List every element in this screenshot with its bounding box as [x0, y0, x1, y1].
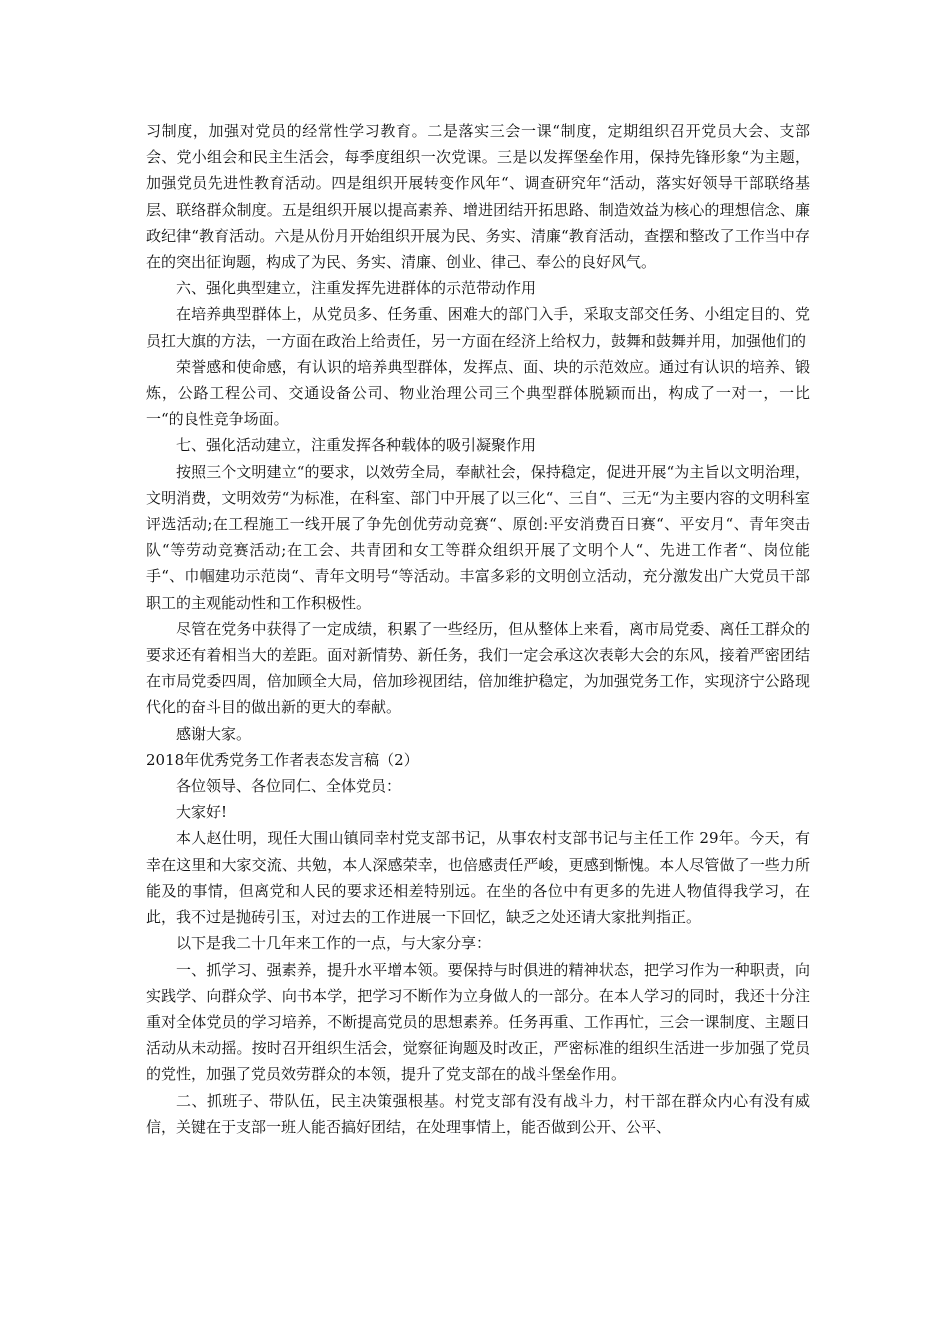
paragraph-7: 尽管在党务中获得了一定成绩，积累了一些经历，但从整体上来看，离市局党委、离任工群众的要求还有着相当大的差距。面对新情势、新任务，我们一定会承这次表彰大会的东风，接着严密团结在市局党委四周，倍加顾全大局，倍加珍视团结，倍加维护稳定，为加强党务工作，实现济宁公路现代化的奋斗目的做出新的更大的奉献。 — [146, 619, 810, 717]
salutation: 各位领导、各位同仁、全体党员： — [176, 777, 402, 796]
closing-thanks: 感谢大家。 — [176, 724, 252, 743]
document-page — [146, 118, 810, 1140]
document-subtitle: 2018年优秀党务工作者表态发言稿（2） — [146, 750, 419, 769]
paragraph-13: 以下是我二十几年来工作的一点，与大家分享： — [176, 934, 492, 953]
paragraph-4: 荣誉感和使命感，有认识的培养典型群体，发挥点、面、块的示范效应。通过有认识的培养、锻炼，公路工程公司、交通设备公司、物业治理公司三个典型群体脱颖而出，构成了一对一，一比一“的良性竞争场面。 — [146, 357, 810, 429]
paragraph-12: 本人赵仕明，现任大围山镇同幸村党支部书记，从事农村支部书记与主任工作 29年。今天，有幸在这里和大家交流、共勉，本人深感荣幸，也倍感责任严峻，更感到惭愧。本人尽管做了一些力所能及的事情，但离党和人民的要求还相差特别远。在坐的各位中有更多的先进人物值得我学习，在此，我不过是抛砖引玉，对过去的工作进展一下回忆，缺乏之处还请大家批判指正。 — [146, 829, 810, 927]
paragraph-15: 二、抓班子、带队伍，民主决策强根基。村党支部有没有战斗力，村干部在群众内心有没有威信，关键在于支部一班人能否搞好团结，在处理事情上，能否做到公开、公平、 — [146, 1091, 810, 1136]
section-heading-6: 六、强化典型建立，注重发挥先进群体的示范带动作用 — [176, 279, 537, 298]
paragraph-14: 一、抓学习、强素养，提升水平增本领。要保持与时俱进的精神状态，把学习作为一种职责，向实践学、向群众学、向书本学，把学习不断作为立身做人的一部分。在本人学习的同时，我还十分注重对全体党员的学习培养，不断提高党员的思想素养。任务再重、工作再忙，三会一课制度、主题日活动从未动摇。按时召开组织生活会，觉察征询题及时改正，严密标准的组织生活进一步加强了党员的党性，加强了党员效劳群众的本领，提升了党支部在的战斗堡垒作用。 — [146, 960, 810, 1084]
paragraph-6: 按照三个文明建立“的要求，以效劳全局，奉献社会，保持稳定，促进开展“为主旨以文明治理，文明消费，文明效劳“为标准，在科室、部门中开展了以三化“、三自“、三无“为主要内容的文明科室评选活动;在工程施工一线开展了争先创优劳动竞赛“、原创:平安消费百日赛“、平安月“、青年突击队“等劳动竞赛活动;在工会、共青团和女工等群众组织开展了文明个人“、先进工作者“、岗位能手“、巾帼建功示范岗“、青年文明号“等活动。丰富多彩的文明创立活动，充分激发出广大党员干部职工的主观能动性和工作积极性。 — [146, 462, 810, 612]
paragraph-1: 习制度，加强对党员的经常性学习教育。二是落实三会一课“制度，定期组织召开党员大会、支部会、党小组会和民主生活会，每季度组织一次党课。三是以发挥堡垒作用，保持先锋形象“为主题，加强党员先进性教育活动。四是组织开展转变作风年“、调查研究年“活动，落实好领导干部联络基层、联络群众制度。五是组织开展以提高素养、增进团结开拓思路、制造效益为核心的理想信念、廉政纪律“教育活动。六是从份月开始组织开展为民、务实、清廉“教育活动，查摆和整改了工作当中存在的突出征询题，构成了为民、务实、清廉、创业、律己、奉公的良好风气。 — [146, 122, 810, 272]
paragraph-3: 在培养典型群体上，从党员多、任务重、困难大的部门入手，采取支部交任务、小组定目的、党员扛大旗的方法，一方面在政治上给责任，另一方面在经济上给权力，鼓舞和鼓舞并用，加强他们的 — [146, 305, 810, 350]
section-heading-7: 七、强化活动建立，注重发挥各种载体的吸引凝聚作用 — [176, 436, 537, 455]
greeting: 大家好! — [176, 803, 228, 822]
